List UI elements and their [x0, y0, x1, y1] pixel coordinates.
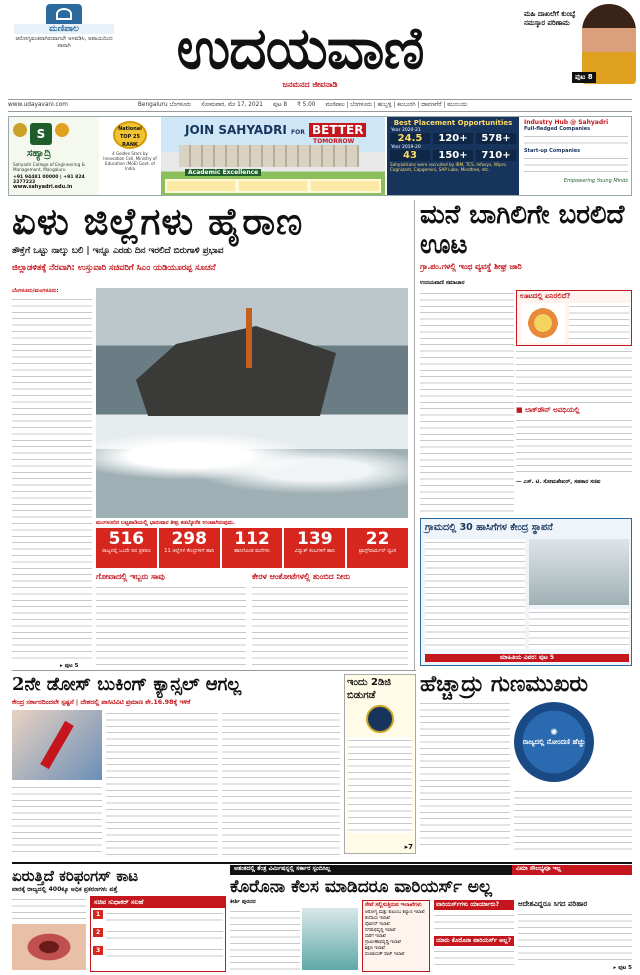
ship-silhouette	[136, 326, 336, 416]
placement-title: Best Placement Opportunities	[393, 119, 513, 127]
hub-sub-1: Full-fledged Companies	[524, 126, 591, 132]
promo-page-badge: ಪುಟ 8	[572, 72, 596, 83]
drdo-page[interactable]: ▸7	[404, 843, 413, 851]
ad-badge-icons: S	[13, 123, 69, 145]
masthead-rule-bottom	[8, 111, 632, 112]
toppers-strip	[165, 179, 381, 193]
waves	[96, 428, 408, 498]
ranking-sub: 4 Golden Stars by Innovation Cell, Ministry of Education (MoE) Govt. of India	[103, 151, 157, 171]
warriors-strap-right: ವಿಮಾ ಸೌಲಭ್ಯವೂ ಇಲ್ಲ	[512, 865, 632, 875]
department-item: ನಗರಾಭಿವೃದ್ಧಿ ಇಲಾಖೆ	[365, 927, 396, 933]
website-link[interactable]: www.udayavani.com	[8, 102, 68, 108]
issue-date: ಸೋಮವಾರ, ಮೇ 17, 2021	[201, 102, 264, 108]
ad-phones: +91 94481 00000 | +91 824 2277222	[13, 175, 85, 185]
stat-box: 139 ವಿದ್ಯುತ್ ಕಂಬಗಳಿಗೆ ಹಾನಿ	[284, 528, 345, 568]
join-text: JOIN SAHYADRI	[185, 123, 287, 137]
promo-box	[524, 4, 636, 90]
side-title: ಆದೇಶವಿದ್ದರೂ ಸಿಗದ ಪರಿಹಾರ	[518, 900, 588, 908]
dateline-bar	[8, 100, 632, 111]
lead-continued[interactable]: ▸ ಪುಟ 5	[60, 663, 79, 669]
meal-box-2	[516, 406, 632, 512]
fungus-advice-box	[90, 896, 226, 972]
meal-body-2	[516, 348, 632, 404]
lock-icon: ■	[516, 406, 526, 414]
dose-kicker: ಕೇಂದ್ರ ಸರ್ಕಾರದಿಂದಲೇ ಸ್ಪಷ್ಟನೆ | ದೇಶದಲ್ಲಿ ಪಾಸಿಟಿವಿಟಿ ಪ್ರಮಾಣ ಶೇ.16.98ಕ್ಕೆ ಇಳಿಕೆ	[12, 698, 191, 706]
placement-year-1: Year 2020-21	[391, 128, 421, 133]
newspaper-title: ಉದಯವಾಣಿ	[176, 14, 424, 82]
cities: ಮಣಿಪಾಲ | ಬೆಂಗಳೂರು | ಹುಬ್ಬಳ್ಳಿ | ಕಲಬುರಗಿ | ದಾವಣಗೆರೆ | ಮುಂಬಯಿ	[325, 102, 468, 108]
dose-headline: 2ನೇ ಡೋಸ್ ಬುಕಿಂಗ್ ಕ್ಯಾನ್ಸಲ್ ಆಗಲ್ಲ	[12, 674, 242, 695]
ad-ranking	[101, 121, 159, 193]
lead-photo[interactable]	[96, 288, 408, 518]
dose-body-1	[12, 784, 102, 856]
sahyadri-ad[interactable]	[8, 116, 632, 196]
lead-kicker: ತೌಕ್ತೆಗೆ ಒಟ್ಟು ನಾಲ್ಕು ಬಲಿ | ಇನ್ನೂ ಎರಡು ದಿನ ಇರಲಿದೆ ಬಿರುಗಾಳಿ ಪ್ರಭಾವ	[12, 246, 224, 256]
dose-body-2	[106, 710, 218, 856]
fungus-headline: ಏರುತ್ತಿದೆ ಕರಿಫಂಗಸ್ ಕಾಟ	[12, 867, 139, 885]
meal-box	[516, 290, 632, 346]
masthead	[0, 0, 640, 112]
price: ₹ 5.00	[297, 102, 316, 108]
dose-body-3	[222, 710, 340, 856]
meal-headline: ಮನೆ ಬಾಗಿಲಿಗೇ ಬರಲಿದೆ ಊಟ	[420, 200, 625, 260]
department-item: ಸಾರಿಗೆ ಇಲಾಖೆ	[365, 933, 386, 939]
fungus-kicker: ವಾರಕ್ಕೆ ರಾಜ್ಯದಲ್ಲಿ 400ಕ್ಕೂ ಅಧಿಕ ಪ್ರಕರಣಗಳು ಪತ್ತೆ	[12, 886, 118, 893]
section-rule	[12, 670, 416, 671]
lead-photo-caption: ಮಂಗಳೂರಿನ ಬಟ್ಟಪಾಡಿಯಲ್ಲಿ ಭಾನುವಾರ ತೀವ್ರ ಕಡಲ್ಕೊರೆತ ಉಂಟಾಗಿರುವುದು.	[96, 520, 235, 526]
advice-title: ಸಚಿವ ಸುಧಾಕರ್ ಸಲಹೆ	[91, 897, 225, 908]
better-text: BETTER	[309, 123, 366, 137]
department-item: ಪೊಲೀಸ್ ಇಲಾಖೆ	[365, 921, 390, 927]
page-count: ಪುಟ 8	[273, 102, 288, 108]
ad-placement	[387, 117, 519, 195]
village-more[interactable]: ಮಾಹಿತಿಯ ವಿವರ: ಪುಟ 5	[425, 654, 629, 662]
hub-title: Industry Hub @ Sahyadri	[524, 119, 609, 126]
warriors-side	[518, 900, 632, 972]
ad-brand-sub: Sahyadri College of Engineering & Management, Mangaluru	[13, 162, 85, 172]
virus-icon: ✺	[550, 728, 558, 738]
lead-dateline: ಬೆಂಗಳೂರು/ಮಂಗಳೂರು:	[12, 288, 59, 294]
meal-box-photo	[521, 303, 565, 343]
manipal-logo	[14, 4, 114, 90]
q1: ವಾರಿಯರ್ಸ್‌ಗಳು ಯಾರ್ಯಾರು?	[434, 900, 514, 910]
tagline: ಜನಮನದ ಜೀವನಾಡಿ	[282, 80, 338, 89]
meal-kicker: ಗ್ರಾ.ಪಂ.ಗಳಲ್ಲಿ ಇಂಥ ವ್ಯವಸ್ಥೆ ಶೀಘ್ರ ಜಾರಿ	[420, 262, 522, 271]
for-text: FOR	[291, 129, 305, 136]
lead-headline: ಏಳು ಜಿಲ್ಲೆಗಳು ಹೈರಾಣ	[12, 199, 304, 243]
empower: Empowering Young Minds	[563, 178, 628, 184]
department-item: ಆರೋಗ್ಯ ಮತ್ತು ಕುಟುಂಬ ಕಲ್ಯಾಣ ಇಲಾಖೆ	[365, 909, 425, 915]
recover-badge: ✺ ರಾಜ್ಯದಲ್ಲಿ ನೋಂದಣಿ ಹೆಚ್ಚು	[514, 702, 594, 782]
hub-sub-2: Start-up Companies	[524, 148, 581, 154]
meal-box-title: ಊಟದಲ್ಲಿ ಏನಿರಲಿದೆ?	[520, 292, 571, 300]
recover-body-2	[514, 788, 632, 850]
advice-number: 2	[93, 928, 103, 937]
warriors-strap	[230, 865, 632, 875]
placement-row-2: 43 150+ 710+	[387, 150, 519, 161]
stat-box: 112 ಹಾನಿಗೊಂಡ ಮನೆಗಳು	[222, 528, 283, 568]
placement-row-1: 24.5 120+ 578+	[387, 133, 519, 144]
village-box	[420, 518, 632, 666]
department-item: ಗ್ರಾಮೀಣಾಭಿವೃದ್ಧಿ ಇಲಾಖೆ	[365, 939, 401, 945]
meal-body-1	[420, 290, 514, 512]
lead-body-column	[12, 296, 92, 518]
edition: Bengaluru ಬೆಂಗಳೂರು	[137, 102, 192, 108]
manipal-logo-name: ಮಣಿಪಾಲ	[14, 24, 114, 34]
academic-label: Academic Excellence	[185, 169, 261, 176]
bottom-rule	[12, 862, 632, 864]
kerala-subhead: ಕೇರಳ ಆಂಕೋಟೆಗಳಲ್ಲಿ ತುಂಬಿದ ನೀರು	[252, 572, 350, 581]
campus-buildings	[179, 145, 359, 167]
dose-photo	[12, 710, 102, 780]
ad-brand: ಸಹ್ಯಾದ್ರಿ	[27, 148, 52, 159]
fungus-photo	[12, 924, 86, 970]
syringe-icon	[40, 721, 74, 769]
warriors-continued[interactable]: ▸ ಪುಟ 5	[613, 965, 632, 971]
column-divider	[414, 200, 415, 670]
fungus-body	[12, 896, 86, 922]
ad-site[interactable]: www.sahyadri.edu.in	[13, 184, 73, 190]
ad-campus	[161, 117, 385, 195]
manipal-logo-text: ಆರೋಗ್ಯವಂತರಾಗಿರುವಾಗಲೇ ಅಳವಡಿಸಿ, ಅಪಾಯದಿಂದ ಪಾರಾಗಿ	[15, 36, 113, 49]
ranking-badge: National TOP 25 RANK	[113, 121, 147, 149]
promo-text: ಮಹಿ ದಾಖಲೆಗೆ ಕುಂಬ್ಳೆ ನಮಸ್ಕಾರ ಪರಿಣಾಮ	[524, 10, 576, 27]
kerala-body	[252, 584, 408, 668]
departments-box	[362, 900, 430, 972]
department-item: ಕಂದಾಯ ಇಲಾಖೆ	[365, 915, 391, 921]
warriors-strap-left: ಆತಂಕದಲ್ಲಿ ತೆಂತ್ರ ವಿರ್ಮಿಷನ್ನಲ್ಲಿ ಸರ್ಕಾರ ಸ್ಪಂದಿಸಿಲ್ಲ	[230, 865, 512, 875]
drdo-box	[344, 674, 416, 854]
recruiters: Sahyadrians were recruited by IBM, TCS, Infosys, Wipro Cognizant, Capgemini, SAP Labs, Mindtree, etc.	[390, 162, 506, 172]
stat-box: 298 11 ಜಿಲ್ಲೆಗಳ ಕೇಂದ್ರಗಳಿಗೆ ಹಾನಿ	[159, 528, 220, 568]
recover-body-1	[420, 700, 510, 850]
lead-subhead: ಜಿಲ್ಲಾಡಳಿತಕ್ಕೆ ನೆರವಾಗಿ: ಉಸ್ತುವಾರಿ ಸಚಿವರಿಗೆ ಸಿಎಂ ಯಡಿಯೂರಪ್ಪ ಸೂಚನೆ	[12, 262, 216, 272]
goa-body	[96, 584, 246, 668]
departments-title: ಸೇವೆ ಸಲ್ಲಿಸುತ್ತಿರುವ ಇಲಾಖೆಗಳು	[365, 902, 422, 908]
drdo-headline-1: ಇಂದು 2ಡಿಜಿ	[347, 677, 392, 688]
warriors-qa	[434, 900, 514, 972]
department-item: ಶಿಕ್ಷಣ ಇಲಾಖೆ	[365, 945, 385, 951]
ad-left	[9, 117, 99, 195]
drdo-headline-2: ಬಿಡುಗಡೆ	[347, 690, 376, 701]
department-item: ಪಂಚಾಯತ್ ರಾಜ್ ಇಲಾಖೆ	[365, 951, 405, 957]
stats-bar	[96, 528, 408, 568]
drdo-logo	[366, 705, 394, 733]
tomorrow-text: TOMORROW	[313, 138, 355, 145]
village-title: ಗ್ರಾಮದಲ್ಲಿ 30 ಹಾಸಿಗೆಗಳ ಕೇಂದ್ರ ಸ್ಥಾಪನೆ	[425, 522, 553, 533]
stat-box: 516 ರಾಜ್ಯದಲ್ಲಿ ಒಂದೇ ದಿನ ಪ್ರಕರಣ	[96, 528, 157, 568]
warriors-byline: ಕೀರ್ತಿ ಪುರದರ	[230, 899, 256, 905]
lead-body-column-2	[12, 520, 92, 662]
advice-number: 1	[93, 910, 103, 919]
stat-box: 22 ಟ್ರಾನ್ಸ್‌ಫಾರ್ಮರ್ ಧ್ವಂಸ	[347, 528, 408, 568]
advice-number: 3	[93, 946, 103, 955]
meal-byline: ಉದಯವಾಣಿ ಸಮಾಚಾರ	[420, 280, 465, 286]
ad-industry-hub	[521, 117, 631, 195]
ship-crane	[246, 308, 252, 368]
meal-box2-title: ■ ಲಾಕ್‌ಡೌನ್‌ ಅವಧಿಯಲ್ಲಿ	[516, 406, 580, 414]
recover-headline: ಹೆಚ್ಚಾದ್ರು ಗುಣಮುಖರು	[420, 671, 588, 697]
warriors-headline: ಕೊರೊನಾ ಕೆಲಸ ಮಾಡಿದರೂ ವಾರಿಯರ್ಸ್ ಅಲ್ಲ	[230, 877, 493, 897]
warriors-body-1	[230, 908, 300, 970]
manipal-logo-icon	[46, 4, 82, 24]
goa-subhead: ಗೋವಾದಲ್ಲಿ ಇಬ್ಬರು ಸಾವು	[96, 572, 165, 581]
warriors-photo	[302, 908, 358, 970]
q2: ಯಾರು ಕೊರೊನಾ ವಾರಿಯರ್ಸ್ ಅಲ್ಲ?	[434, 936, 514, 946]
placement-year-2: Year 2019-20	[391, 145, 421, 150]
village-photo	[529, 539, 629, 605]
meal-quote-by: — ಎಸ್. ಟಿ. ಸೋಮಶೇಖರ್, ಸಹಕಾರ ಸಚಿವ	[516, 479, 601, 485]
